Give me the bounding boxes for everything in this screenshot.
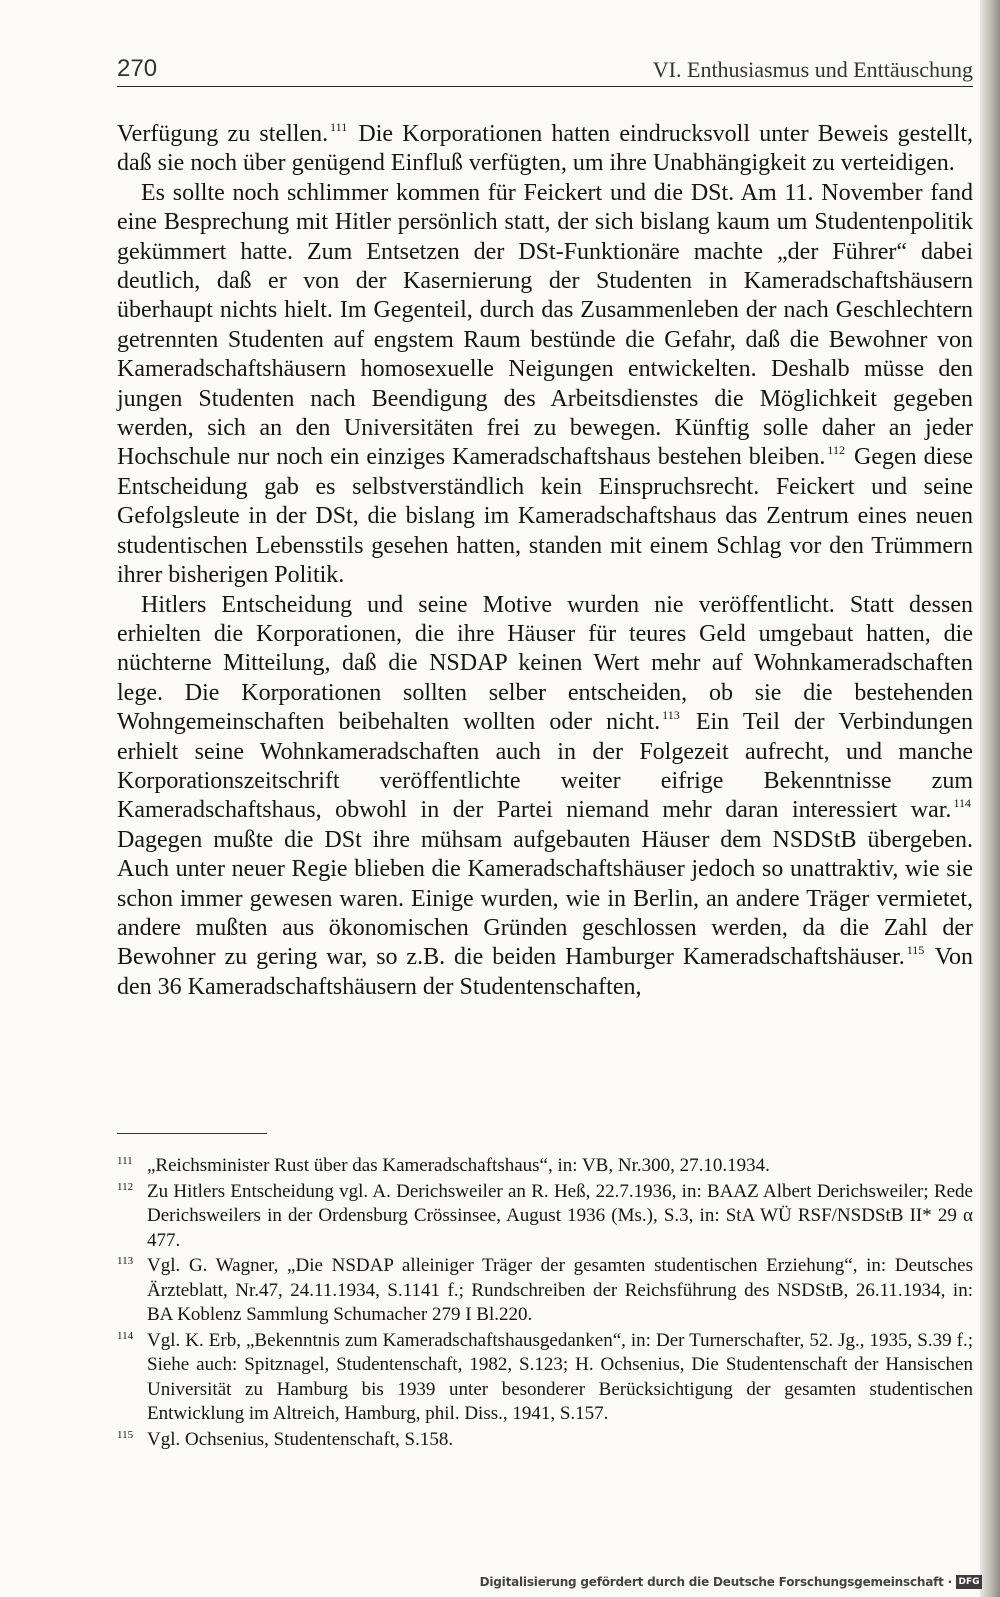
footnote-number: 115 (117, 1428, 134, 1441)
main-text (117, 120, 973, 1002)
footnote (117, 1428, 973, 1453)
page-edge-shadow (980, 0, 1000, 1597)
paragraph-text: Hitlers Entscheidung und seine Motive wurden nie veröffentlicht. Statt dessen erhielten die Korporationen, die ihre Häuser für teures Geld umgebaut hatten, die nüchterne Mitteilung, daß die NSDAP keinen Wert mehr auf Wohnkameradschaften lege. Die Korporationen sollten selber entscheiden, ob sie die bestehenden Wohngemeinschaften beibehalten wollten oder nicht. (117, 591, 973, 736)
body-paragraph (117, 591, 973, 1003)
footnote-reference: 112 (827, 443, 845, 458)
footnote-reference: 111 (330, 120, 348, 134)
paragraph-text: Von den 36 Kameradschaftshäusern der Studentenschaften, (117, 944, 973, 1000)
paragraph-text: Dagegen mußte die DSt ihre mühsam aufgebauten Häuser dem NSDStB übergeben. Auch unter neuer Regie blieben die Kameradschaftshäuser jedoch so unattraktiv, wie sie schon immer gewesen waren. Einige wurden, wie in Berlin, an andere Träger vermietet, andere mußten aus ökonomischen Gründen geschlossen werden, da die Zahl der Bewohner zu gering war, so z.B. die beiden Hamburger Kameradschaftshäuser. (117, 826, 973, 971)
footnote-text: Vgl. Ochsenius, Studentenschaft, S.158. (147, 1428, 454, 1450)
page-header (117, 50, 973, 87)
footnote-number: 113 (117, 1255, 134, 1267)
paragraph-text: Die Korporationen hatten eindrucksvoll unter Beweis gestellt, daß sie noch über genügend Einfluß verfügten, um ihre Unabhängigkeit zu verteidigen. (117, 121, 973, 177)
dfg-logo-icon: DFG (956, 1575, 982, 1589)
running-head: VI. Enthusiasmus und Enttäuschung (652, 57, 973, 82)
footnote-number: 112 (117, 1180, 134, 1193)
footnote-text: „Reichsminister Rust über das Kameradschaftshaus“, in: VB, Nr.300, 27.10.1934. (147, 1155, 770, 1176)
body-paragraph (117, 120, 973, 179)
footnote-text: Zu Hitlers Entscheidung vgl. A. Derichsweiler an R. Heß, 22.7.1936, in: BAAZ Albert Derichsweiler; Rede Derichsweilers in der Ordensburg Crössinsee, August 1936 (Ms.), S.3, in: StA WÜ RSF/NSDStB II* 29 α 477. (147, 1180, 973, 1251)
footnotes (117, 1154, 973, 1453)
footer-text: Digitalisierung gefördert durch die Deutsche Forschungsgemeinschaft · (479, 1575, 952, 1589)
paragraph-text: Ein Teil der Verbindungen erhielt seine Wohnkameradschaften auch in der Folgezeit aufrecht, und manche Korporationszeitschrift veröffentlichte weiter eifrige Bekenntnisse zum Kameradschaftshaus, obwohl in der Partei niemand mehr daran interessiert war. (117, 709, 973, 824)
footnote-divider (117, 1133, 267, 1134)
footnote (117, 1329, 973, 1427)
footnote-number: 111 (117, 1155, 133, 1167)
paragraph-text: Es sollte noch schlimmer kommen für Feickert und die DSt. Am 11. November fand eine Besprechung mit Hitler persönlich statt, der sich bislang kaum um Studentenpolitik gekümmert hatte. Zum Entsetzen der DSt-Funktionäre machte „der Führer“ dabei deutlich, daß er von der Kasernierung der Studenten in Kameradschaftshäusern überhaupt nichts hielt. Im Gegenteil, durch das Zusammenleben der nach Geschlechtern getrennten Studenten auf engstem Raum bestünde die Gefahr, daß die Bewohner von Kameradschaftshäusern homosexuelle Neigungen entwickelten. Deshalb müsse den jungen Studenten nach Beendigung des Arbeitsdienstes die Möglichkeit gegeben werden, sich an den Universitäten frei zu bewegen. Künftig solle daher an jeder Hochschule nur noch ein einziges Kameradschaftshaus bestehen bleiben. (117, 179, 973, 471)
page-number: 270 (117, 55, 158, 82)
body-paragraph (117, 179, 973, 591)
footnote-reference: 113 (662, 708, 680, 723)
footnote (117, 1254, 973, 1328)
footnote-text: Vgl. G. Wagner, „Die NSDAP alleiniger Träger der gesamten studentischen Erziehung“, in: Deutsches Ärzteblatt, Nr.47, 24.11.1934, S.1141 f.; Rundschreiben der Reichsführung des NSDStB, 26.11.1934, in: BA Koblenz Sammlung Schumacher 279 I Bl.220. (147, 1255, 973, 1325)
footnote (117, 1154, 973, 1179)
footnote-text: Vgl. K. Erb, „Bekenntnis zum Kameradschaftshausgedanken“, in: Der Turnerschafter, 52. Jg., 1935, S.39 f.; Siehe auch: Spitznagel, Studentenschaft, 1982, S.123; H. Ochsenius, Die Studentenschaft der Hansischen Universität zu Hamburg bis 1939 unter besonderer Berücksichtigung der gesamten studentischen Entwicklung im Altreich, Hamburg, phil. Diss., 1941, S.157. (147, 1329, 973, 1424)
digitization-footer (480, 1571, 982, 1593)
footnote (117, 1180, 973, 1254)
paragraph-text: Gegen diese Entscheidung gab es selbstverständlich kein Einspruchsrecht. Feickert und seine Gefolgsleute in der DSt, die bislang im Kameradschaftshaus das Zentrum eines neuen studentischen Lebensstils gesehen hatten, standen mit einem Schlag vor den Trümmern ihrer bisherigen Politik. (117, 444, 973, 589)
footnote-reference: 115 (906, 943, 925, 958)
footnote-number: 114 (117, 1329, 134, 1342)
paragraph-text: Verfügung zu stellen. (117, 121, 329, 147)
footnote-reference: 114 (953, 796, 971, 811)
